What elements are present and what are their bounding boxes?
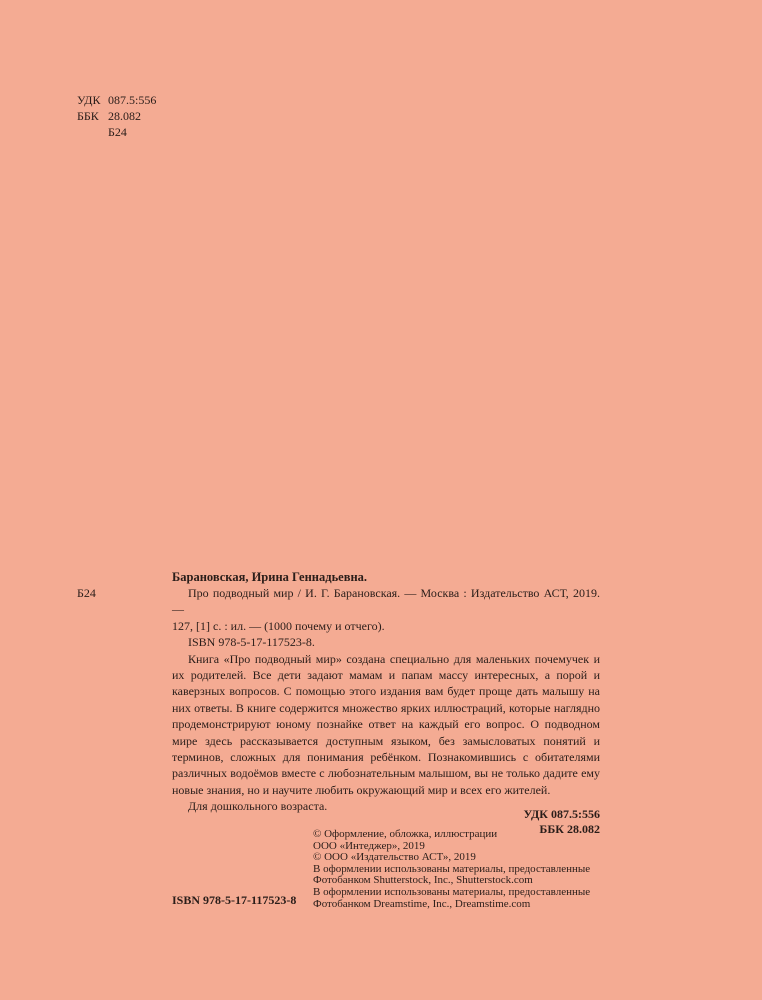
bbk-right: ББК 28.082 xyxy=(539,822,600,836)
copyright-line-7: Фотобанком Dreamstime, Inc., Dreamstime.com xyxy=(313,897,531,910)
annotation: Книга «Про подводный мир» создана специально для маленьких почемучек и их родителей. Все дети задают мамам и папам массу интересных, а порой и каверзных вопросов. С помощью этого издания вам будет проще дать малышу на них ответы. В книге содержится множество ярких иллюстраций, которые наглядно продемонстрируют юному познайке ответ на каждый его вопрос. О подводном мире здесь рассказывается доступным языком, без замысловатых понятий и терминов, сложных для понимания ребёнком. Познакомившись с обитателями различных водоёмов вместе с любознательным малышом, вы не только дадите ему новые знания, но и научите любить окружающий мир и всех его жителей. xyxy=(172,651,600,797)
copyright-line-1: © Оформление, обложка, иллюстрации xyxy=(313,828,498,840)
isbn-bold: ISBN 978-5-17-117523-8 xyxy=(172,893,297,907)
author-heading: Барановская, Ирина Геннадьевна. xyxy=(172,570,368,584)
copyright-line-5: Фотобанком Shutterstock, Inc., Shutterstock.com xyxy=(313,874,533,887)
isbn-line: ISBN 978-5-17-117523-8. xyxy=(188,635,315,650)
copyright-block xyxy=(313,829,590,910)
bbk-label: ББК xyxy=(77,109,99,123)
udk-label: УДК xyxy=(77,93,101,107)
bibliographic-record xyxy=(172,585,600,815)
title-line-1: Про подводный мир / И. Г. Барановская. — Москва : Издательство АСТ, 2019. — xyxy=(172,586,600,617)
copyright-line-6: В оформлении использованы материалы, предоставленные xyxy=(313,885,591,898)
author-mark-top: Б24 xyxy=(108,125,127,139)
udk-value: 087.5:556 xyxy=(108,93,157,107)
top-classification-codes xyxy=(77,92,156,140)
copyright-line-4: В оформлении использованы материалы, предоставленные xyxy=(313,862,591,875)
author-mark-left: Б24 xyxy=(77,586,96,600)
copyright-line-3: © ООО «Издательство АСТ», 2019 xyxy=(313,851,476,864)
bbk-value: 28.082 xyxy=(108,109,141,123)
title-line-2: 127, [1] с. : ил. — (1000 почему и отчего). xyxy=(172,618,385,633)
age-note: Для дошкольного возраста. xyxy=(188,799,328,814)
udk-right: УДК 087.5:556 xyxy=(523,807,600,821)
copyright-line-2: ООО «Интеджер», 2019 xyxy=(313,839,425,852)
